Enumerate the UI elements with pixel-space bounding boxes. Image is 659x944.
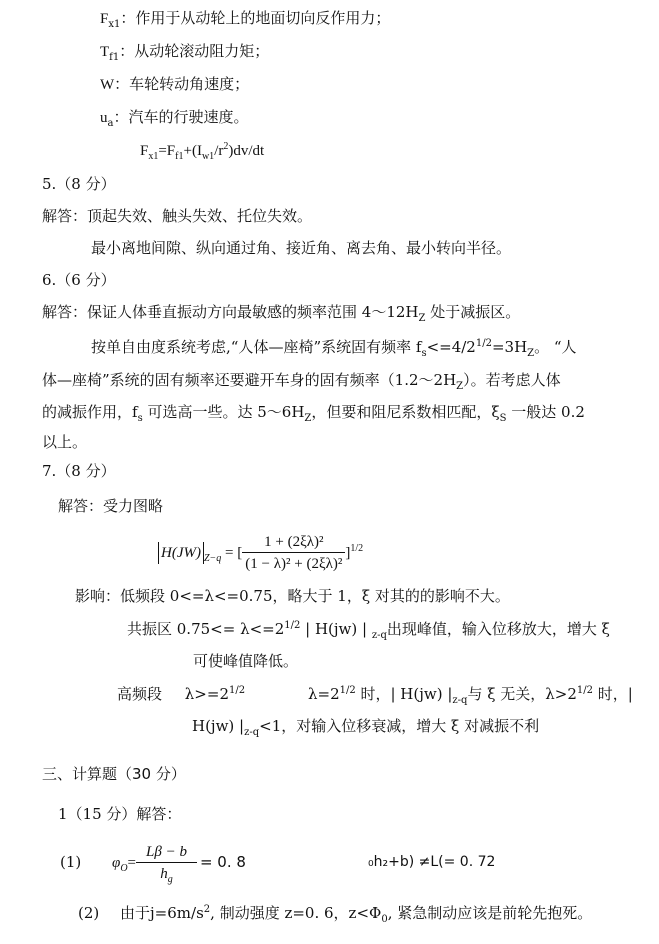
subscript: Z: [456, 381, 464, 392]
q6-heading: 6.（6 分）: [42, 271, 116, 289]
superscript: 2: [203, 904, 211, 915]
superscript: 1/2: [576, 685, 593, 696]
text: λ>=2: [184, 685, 229, 703]
formula-part: =: [127, 855, 137, 871]
q6-paragraph-line1: [91, 337, 577, 357]
section3-q1-heading: 1（15 分）解答：: [58, 805, 182, 823]
superscript: 2: [223, 141, 229, 152]
formula-lhs: H(JW): [158, 542, 204, 564]
text: 时，|: [592, 685, 633, 703]
subscript: 0: [381, 914, 388, 925]
text: 按单自由度系统考虑,“人体—座椅”系统固有频率 f: [91, 338, 422, 356]
formula-part: = [: [225, 545, 243, 561]
subscript: Z: [304, 413, 312, 424]
denominator: [136, 863, 197, 885]
symbol: W: [100, 77, 115, 93]
part1-label: (1): [60, 853, 82, 871]
superscript: 1/2: [339, 685, 356, 696]
text: , 紧急制动应该是前轮先抱死。: [387, 904, 593, 922]
subscript: f1: [175, 151, 184, 162]
formula-part: )dv/dt: [228, 143, 265, 159]
influence-resonance-cont: 可使峰值降低。: [193, 652, 299, 670]
definition-text: ：从动轮滚动阻力矩；: [119, 42, 270, 60]
subscript: S: [499, 413, 507, 424]
section3-heading: 三、计算题（30 分）: [42, 765, 186, 783]
definition-w: [100, 74, 249, 95]
text: 一般达 0.2: [506, 403, 585, 421]
definition-text: ：作用于从动轮上的地面切向反作用力；: [120, 9, 391, 27]
subscript: z-q: [371, 630, 387, 641]
subscript: z-q: [244, 727, 260, 738]
text: ）。若考虑人体: [463, 371, 561, 389]
answer-text: 顶起失效、触头失效、托位失效。: [87, 207, 313, 225]
q6-paragraph-line3: [42, 402, 585, 422]
numerator: Lβ − b: [136, 842, 197, 863]
definition-ua: [100, 107, 248, 128]
text: <1，对输入位移衰减，增大 ξ 对减振不利: [259, 717, 540, 735]
formula-phi0: [112, 833, 246, 892]
text: H(jw) |: [192, 717, 245, 735]
q5-heading: 5.（8 分）: [42, 175, 116, 193]
q5-answer-line1: [42, 206, 312, 226]
formula-part: ]: [345, 545, 351, 561]
garbled-formula: ₀h₂+b) ≠L(= 0. 72: [368, 854, 496, 870]
part2-label: (2): [78, 904, 100, 922]
superscript: 1/2: [228, 685, 246, 696]
text: ，但要和阻尼系数相匹配，ξ: [311, 403, 500, 421]
fraction: [242, 532, 345, 575]
subscript: a: [107, 118, 114, 129]
subscript: x1: [108, 19, 121, 30]
subscript: s: [137, 413, 143, 424]
subscript: Z−q: [203, 553, 222, 564]
answer-text: 保证人体垂直振动方向最敏感的频率范围 4～12H: [87, 303, 419, 321]
superscript: 1/2: [284, 620, 301, 631]
definition-tf1: [100, 41, 269, 62]
subscript: f1: [109, 52, 120, 63]
subscript: Z: [418, 313, 426, 324]
text: 与 ξ 无关，λ>2: [467, 685, 577, 703]
formula-part: =F: [158, 143, 176, 159]
answer-text: 处于减振区。: [425, 303, 521, 321]
influence-high: [117, 684, 245, 704]
text: , 制动强度 z=0. 6，z<Φ: [210, 904, 382, 922]
text: 低频段 0<=λ<=0.75，略大于 1，ξ 对其的的影响不大。: [120, 587, 510, 605]
fraction: [136, 842, 197, 885]
formula-result: = 0. 8: [199, 853, 246, 871]
subscript: Z: [527, 348, 535, 359]
text: 可选高一些。达 5～6H: [142, 403, 305, 421]
text: 时，| H(jw) |: [355, 685, 453, 703]
text: 体—座椅”系统的固有频率还要避开车身的固有频率（1.2～2H: [42, 371, 457, 389]
influence-resonance: [127, 619, 610, 639]
definition-fx1: [100, 8, 390, 29]
q7-answer: 解答：受力图略: [58, 497, 164, 515]
subscript: w1: [201, 151, 215, 162]
formula-fx1: [140, 141, 264, 161]
definition-text: ：汽车的行驶速度。: [113, 108, 249, 126]
q6-paragraph-line4: 以上。: [42, 433, 88, 451]
symbol: T: [100, 44, 110, 60]
text: 高频段: [117, 685, 163, 703]
answer-label: 解答：: [42, 303, 88, 321]
q7-heading: 7.（8 分）: [42, 462, 116, 480]
superscript: 1/2: [475, 338, 492, 349]
symbol: F: [100, 11, 109, 27]
influence-high-detail: [308, 684, 633, 704]
subscript: g: [167, 874, 173, 886]
text: 出现峰值，输入位移放大，增大 ξ: [386, 620, 610, 638]
text: | H(jw) |: [300, 620, 372, 638]
denominator: (1 − λ)² + (2ξλ)²: [245, 556, 343, 573]
subscript: O: [120, 863, 128, 874]
numerator: 1 + (2ξλ)²: [242, 532, 345, 553]
definition-text: ：车轮转动角速度；: [114, 75, 250, 93]
text: 的减振作用，f: [42, 403, 138, 421]
q6-paragraph-line2: [42, 370, 561, 390]
influence-low: [75, 586, 510, 606]
formula-part: F: [140, 143, 149, 159]
text: <=4/2: [426, 338, 476, 356]
text: 。 “人: [534, 338, 577, 356]
part2-line: [78, 903, 592, 923]
influence-label: 影响：: [75, 587, 121, 605]
superscript: 1/2: [350, 543, 364, 554]
q5-answer-line2: 最小离地间隙、纵向通过角、接近角、离去角、最小转向半径。: [91, 239, 512, 257]
subscript: x1: [148, 151, 159, 162]
text: 由于j=6m/s: [120, 904, 204, 922]
subscript: z-q: [452, 695, 468, 706]
formula-part: φ: [112, 855, 121, 871]
influence-high-cont: [192, 716, 539, 736]
answer-label: 解答：: [42, 207, 88, 225]
subscript: s: [421, 348, 427, 359]
text: h: [160, 866, 168, 883]
formula-part: /r: [214, 143, 224, 159]
q6-answer-line1: [42, 302, 520, 322]
text: =3H: [491, 338, 528, 356]
text: λ=2: [308, 685, 340, 703]
symbol: u: [100, 110, 108, 126]
formula-hjw: [158, 530, 363, 576]
text: 共振区 0.75<= λ<=2: [127, 620, 285, 638]
formula-part: +(I: [183, 143, 202, 159]
